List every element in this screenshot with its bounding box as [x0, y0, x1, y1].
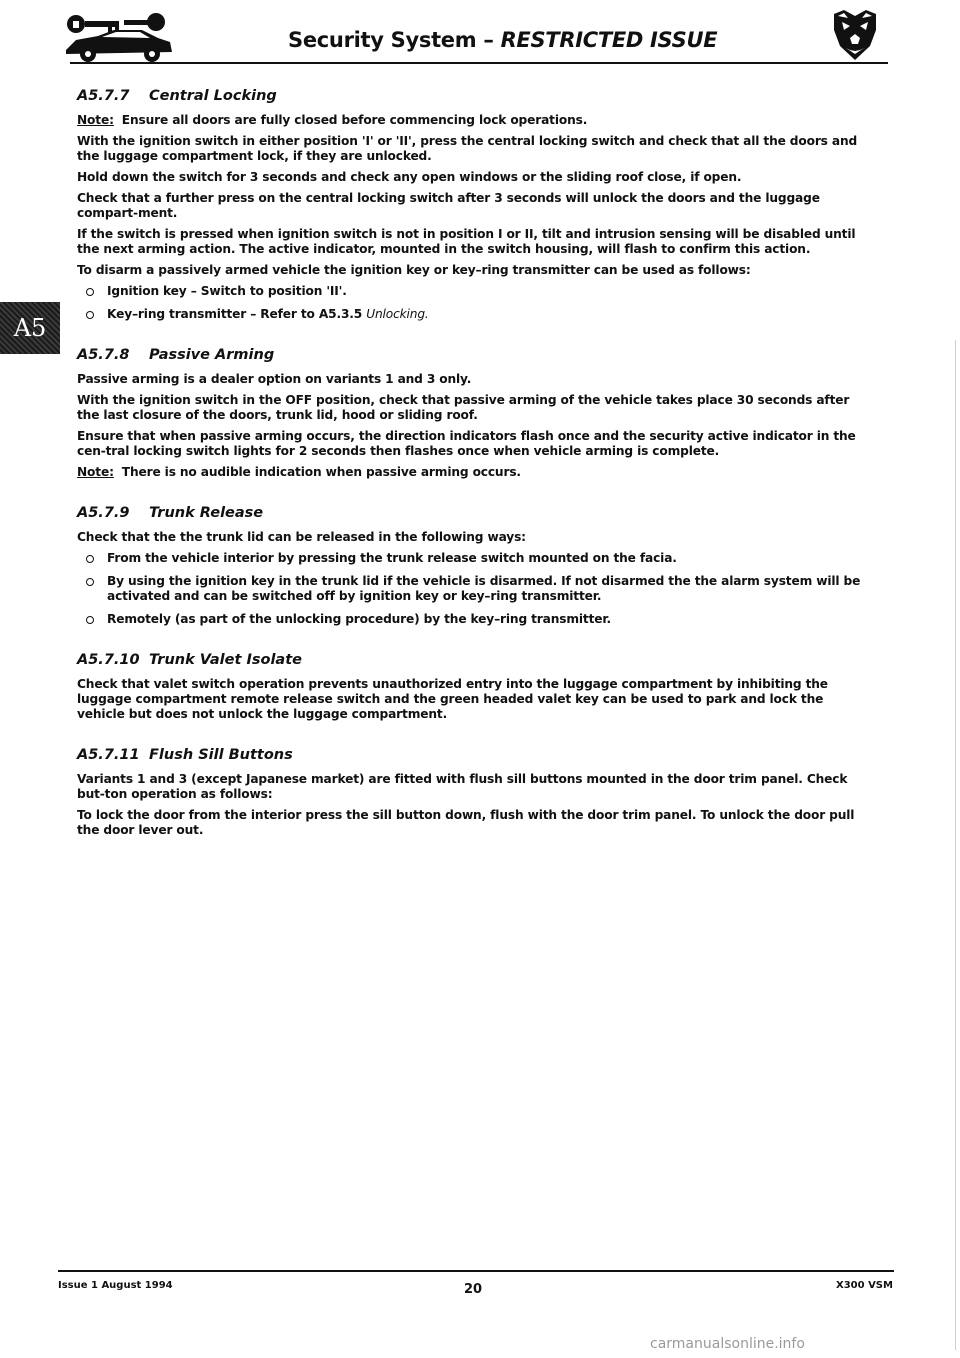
- paragraph: Check that the the trunk lid can be released in the following ways:: [77, 530, 526, 544]
- paragraph: Variants 1 and 3 (except Japanese market) are fitted with flush sill buttons mounted in the door trim panel. Check but-ton operation as follows:: [77, 772, 848, 801]
- paragraph: To lock the door from the interior press the sill button down, flush with the door trim panel. To unlock the door pull the door lever out.: [77, 808, 855, 837]
- section-title: Trunk Valet Isolate: [149, 652, 302, 668]
- page-title: [288, 28, 717, 52]
- page-edge-line: [955, 340, 956, 1350]
- bullet-icon: [86, 288, 94, 296]
- bullet-icon: [86, 616, 94, 624]
- note-text: Ensure all doors are fully closed before commencing lock operations.: [121, 113, 588, 127]
- paragraph: With the ignition switch in either position 'I' or 'II', press the central locking switch and check that all the doors and the luggage compartment lock, if they are unlocked.: [77, 134, 858, 163]
- list-item: [77, 284, 872, 299]
- bullet-icon: [86, 578, 94, 586]
- section-title: Passive Arming: [149, 347, 275, 363]
- title-prefix: Security System –: [288, 28, 501, 52]
- section-passive-arming: [77, 347, 872, 480]
- list-item-text: By using the ignition key in the trunk lid if the vehicle is disarmed. If not disarmed the the alarm system will be activated and can be switched off by ignition key or key–ring transmitter.: [107, 574, 861, 603]
- jaguar-head-icon: [830, 8, 880, 62]
- note: [77, 113, 872, 128]
- page-number: 20: [464, 1282, 483, 1297]
- list-item: [77, 612, 872, 627]
- paragraph: Ensure that when passive arming occurs, the direction indicators flash once and the security active indicator in the cen-tral locking switch lights for 2 seconds then flashes once when vehicle arming is complete.: [77, 429, 856, 458]
- paragraph: Hold down the switch for 3 seconds and check any open windows or the sliding roof close, if open.: [77, 170, 742, 184]
- list-item-text: Ignition key – Switch to position 'II'.: [107, 284, 347, 298]
- section-trunk-valet-isolate: [77, 652, 872, 722]
- bullet-icon: [86, 555, 94, 563]
- list-item: [77, 574, 872, 604]
- section-number: A5.7.10: [77, 652, 140, 668]
- document-code: X300 VSM: [836, 1280, 893, 1291]
- title-emphasis: RESTRICTED ISSUE: [500, 28, 718, 52]
- section-tab-label: A5: [13, 314, 47, 342]
- section-number: A5.7.8: [77, 347, 130, 363]
- list-item: [77, 551, 872, 566]
- note-label: Note:: [77, 465, 114, 479]
- list-item-text: Key–ring transmitter – Refer to A5.3.5: [107, 307, 367, 321]
- bullet-icon: [86, 311, 94, 319]
- note-text: There is no audible indication when passive arming occurs.: [121, 465, 521, 479]
- car-with-key-icon: [58, 12, 178, 64]
- paragraph: Check that valet switch operation prevents unauthorized entry into the luggage compartment by inhibiting the luggage compartment remote release switch and the green headed valet key can be used to park and lock the vehicle but does not unlock the luggage compartment.: [77, 677, 828, 721]
- list-item: [77, 307, 872, 322]
- section-trunk-release: [77, 505, 872, 627]
- cross-reference: Unlocking.: [366, 307, 429, 321]
- section-heading: [77, 652, 872, 668]
- section-number: A5.7.7: [77, 88, 130, 104]
- section-heading: [77, 505, 872, 521]
- section-flush-sill-buttons: [77, 747, 872, 838]
- paragraph: Passive arming is a dealer option on variants 1 and 3 only.: [77, 372, 472, 386]
- paragraph: With the ignition switch in the OFF position, check that passive arming of the vehicle takes place 30 seconds after the last closure of the doors, trunk lid, hood or sliding roof.: [77, 393, 850, 422]
- section-title: Flush Sill Buttons: [149, 747, 293, 763]
- section-central-locking: [77, 88, 872, 322]
- section-title: Trunk Release: [149, 505, 264, 521]
- issue-date: Issue 1 August 1994: [58, 1280, 173, 1291]
- section-title: Central Locking: [149, 88, 277, 104]
- section-heading: [77, 347, 872, 363]
- paragraph: To disarm a passively armed vehicle the ignition key or key–ring transmitter can be used as follows:: [77, 263, 751, 277]
- section-heading: [77, 88, 872, 104]
- page-header: [0, 0, 960, 64]
- list-item-text: Remotely (as part of the unlocking procedure) by the key–ring transmitter.: [107, 612, 611, 626]
- paragraph: Check that a further press on the central locking switch after 3 seconds will unlock the doors and the luggage compart-ment.: [77, 191, 820, 220]
- document-body: [77, 88, 872, 863]
- note: [77, 465, 872, 480]
- section-number: A5.7.9: [77, 505, 130, 521]
- list-item-text: From the vehicle interior by pressing the trunk release switch mounted on the facia.: [107, 551, 677, 565]
- bullet-list: [77, 284, 872, 322]
- bullet-list: [77, 551, 872, 627]
- footer-rule: [58, 1270, 894, 1272]
- header-rule: [70, 62, 888, 64]
- section-number: A5.7.11: [77, 747, 140, 763]
- note-label: Note:: [77, 113, 114, 127]
- section-tab: [0, 302, 60, 354]
- paragraph: If the switch is pressed when ignition switch is not in position I or II, tilt and intrusion sensing will be disabled until the next arming action. The active indicator, mounted in the switch housing, will flash to confirm this action.: [77, 227, 856, 256]
- watermark: carmanualsonline.info: [650, 1336, 805, 1352]
- section-heading: [77, 747, 872, 763]
